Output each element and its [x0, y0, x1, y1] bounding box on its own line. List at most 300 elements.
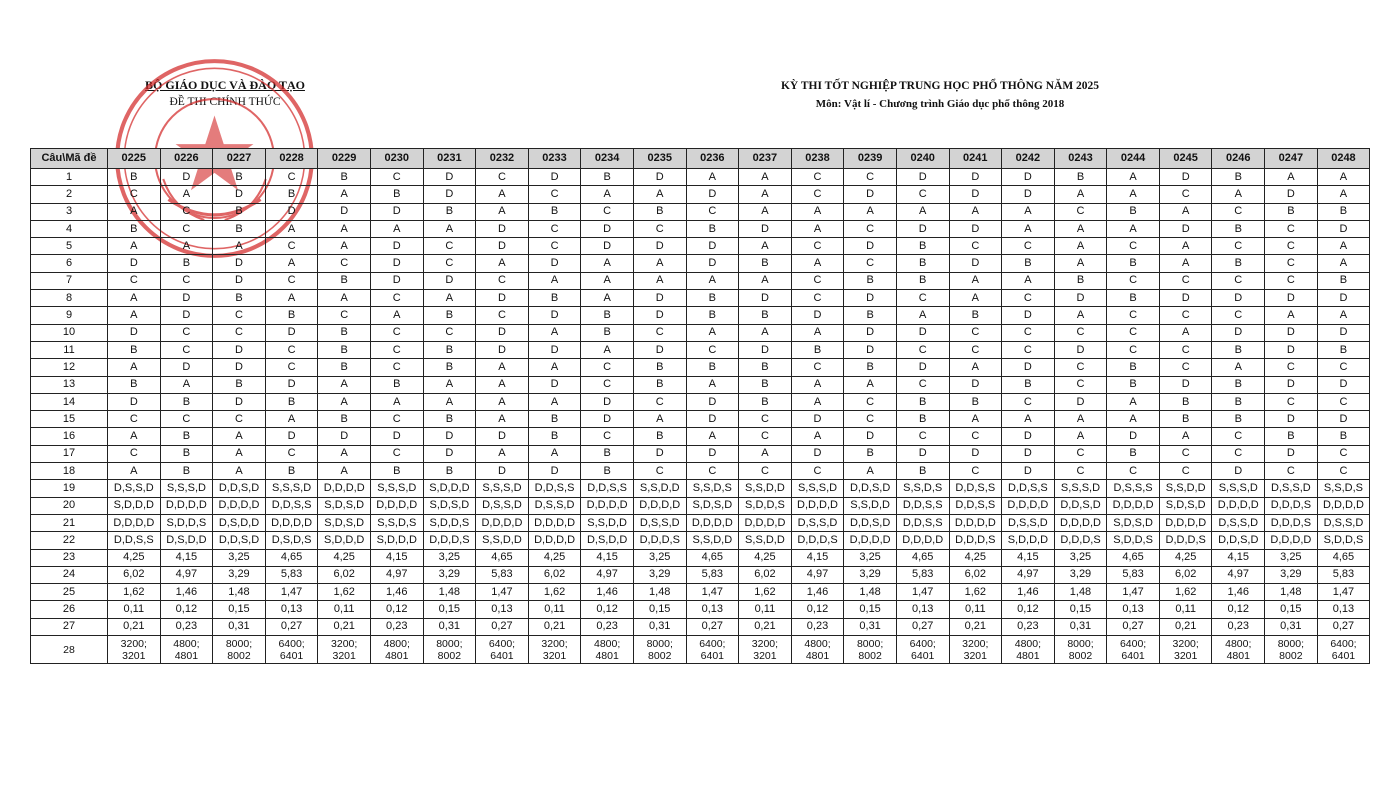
answer-cell: S,S,D,D	[1159, 480, 1212, 497]
answer-cell: 3200; 3201	[739, 636, 792, 664]
answer-cell: A	[1212, 186, 1265, 203]
answer-cell: 4800; 4801	[581, 636, 634, 664]
answer-cell: A	[581, 290, 634, 307]
question-number: 7	[31, 272, 108, 289]
answer-cell: C	[896, 186, 949, 203]
ministry-name: BỘ GIÁO DỤC VÀ ĐÀO TẠO	[145, 78, 305, 92]
answer-cell: B	[633, 376, 686, 393]
answer-cell: A	[1159, 238, 1212, 255]
answer-cell: C	[949, 463, 1002, 480]
exam-code-header: 0244	[1107, 149, 1160, 169]
answer-cell: C	[844, 169, 897, 186]
answer-cell: C	[633, 220, 686, 237]
question-number: 6	[31, 255, 108, 272]
answer-cell: 4800; 4801	[1212, 636, 1265, 664]
answer-cell: B	[213, 376, 266, 393]
answer-cell: 0,23	[1212, 618, 1265, 635]
answer-cell: C	[476, 272, 529, 289]
answer-cell: B	[581, 169, 634, 186]
answer-cell: A	[791, 428, 844, 445]
answer-cell: B	[1265, 428, 1318, 445]
answer-cell: C	[686, 203, 739, 220]
answer-cell: C	[844, 220, 897, 237]
answer-cell: A	[1107, 393, 1160, 410]
answer-cell: S,D,D,D	[1002, 532, 1055, 549]
answer-cell: 0,23	[1002, 618, 1055, 635]
answer-cell: C	[370, 290, 423, 307]
answer-cell: 4,25	[528, 549, 581, 566]
answer-cell: 8000; 8002	[423, 636, 476, 664]
answer-cell: C	[1054, 463, 1107, 480]
answer-cell: 4,65	[686, 549, 739, 566]
answer-cell: D	[370, 203, 423, 220]
exam-code-header: 0240	[896, 149, 949, 169]
answer-cell: B	[1107, 255, 1160, 272]
answer-cell: 0,31	[1054, 618, 1107, 635]
answer-cell: B	[318, 341, 371, 358]
answer-cell: 0,11	[528, 601, 581, 618]
answer-cell: D	[423, 428, 476, 445]
answer-cell: A	[108, 238, 161, 255]
answer-cell: A	[686, 169, 739, 186]
answer-cell: 4,97	[160, 566, 213, 583]
answer-cell: B	[739, 359, 792, 376]
answer-cell: D,S,S,D	[476, 497, 529, 514]
answer-cell: D	[739, 290, 792, 307]
answer-cell: 0,15	[423, 601, 476, 618]
answer-cell: C	[949, 428, 1002, 445]
answer-cell: D,D,S,D	[844, 514, 897, 531]
answer-cell: B	[739, 376, 792, 393]
answer-cell: 1,48	[423, 584, 476, 601]
answer-cell: A	[528, 324, 581, 341]
answer-cell: B	[1159, 411, 1212, 428]
answer-cell: C	[265, 169, 318, 186]
answer-cell: 3,25	[1265, 549, 1318, 566]
answer-cell: D,D,D,D	[476, 514, 529, 531]
table-row	[31, 497, 1370, 514]
answer-cell: D,D,D,D	[791, 497, 844, 514]
answer-cell: D,S,S,D	[1265, 480, 1318, 497]
answer-cell: S,D,D,D	[423, 480, 476, 497]
answer-cell: D	[476, 290, 529, 307]
answer-cell: D,S,D,D	[160, 532, 213, 549]
exam-code-header: 0248	[1317, 149, 1370, 169]
answer-cell: D	[1054, 290, 1107, 307]
answer-cell: D,D,D,D	[1265, 532, 1318, 549]
question-number: 17	[31, 445, 108, 462]
exam-code-header: 0234	[581, 149, 634, 169]
answer-cell: A	[686, 376, 739, 393]
answer-cell: A	[528, 445, 581, 462]
answer-cell: 0,15	[633, 601, 686, 618]
answer-cell: A	[1107, 411, 1160, 428]
answer-cell: C	[108, 411, 161, 428]
answer-cell: B	[160, 463, 213, 480]
answer-cell: D,D,D,D	[1212, 497, 1265, 514]
answer-cell: A	[318, 393, 371, 410]
answer-cell: C	[318, 255, 371, 272]
answer-cell: A	[476, 186, 529, 203]
answer-cell: B	[1317, 203, 1370, 220]
answer-cell: D	[1317, 324, 1370, 341]
answer-cell: B	[213, 169, 266, 186]
answer-cell: C	[633, 393, 686, 410]
answer-cell: 0,15	[213, 601, 266, 618]
answer-cell: D	[476, 238, 529, 255]
answer-cell: D	[265, 203, 318, 220]
answer-cell: A	[1054, 255, 1107, 272]
answer-cell: S,S,D,D	[476, 532, 529, 549]
answer-cell: A	[528, 272, 581, 289]
answer-cell: 3,29	[633, 566, 686, 583]
answer-cell: D	[1159, 376, 1212, 393]
answer-cell: 1,47	[896, 584, 949, 601]
answer-cell: 5,83	[1317, 566, 1370, 583]
answer-cell: C	[1265, 463, 1318, 480]
answer-cell: B	[896, 238, 949, 255]
answer-cell: D	[318, 428, 371, 445]
answer-cell: A	[739, 203, 792, 220]
answer-cell: B	[739, 393, 792, 410]
answer-cell: 4,97	[370, 566, 423, 583]
answer-cell: A	[896, 307, 949, 324]
answer-cell: D	[423, 445, 476, 462]
answer-cell: 3,29	[844, 566, 897, 583]
answer-cell: A	[791, 376, 844, 393]
answer-cell: S,D,D,D	[108, 497, 161, 514]
answer-cell: C	[791, 186, 844, 203]
answer-cell: D	[370, 272, 423, 289]
answer-cell: A	[1002, 411, 1055, 428]
answer-cell: B	[528, 203, 581, 220]
answer-key-table	[30, 148, 1370, 664]
answer-cell: D	[1002, 186, 1055, 203]
answer-cell: 4,65	[1107, 549, 1160, 566]
answer-cell: D	[949, 220, 1002, 237]
answer-cell: 0,21	[739, 618, 792, 635]
answer-cell: D,D,D,D	[160, 497, 213, 514]
answer-cell: D	[791, 307, 844, 324]
answer-cell: 5,83	[265, 566, 318, 583]
answer-cell: B	[686, 307, 739, 324]
answer-cell: A	[108, 203, 161, 220]
table-row	[31, 601, 1370, 618]
answer-cell: C	[1212, 272, 1265, 289]
answer-cell: A	[318, 376, 371, 393]
answer-cell: D,D,D,D	[265, 514, 318, 531]
answer-cell: 6400; 6401	[476, 636, 529, 664]
answer-cell: A	[791, 203, 844, 220]
answer-cell: 1,62	[108, 584, 161, 601]
answer-cell: B	[1212, 220, 1265, 237]
answer-cell: S,S,D,D	[739, 480, 792, 497]
answer-cell: C	[423, 255, 476, 272]
answer-cell: S,D,S,D	[318, 497, 371, 514]
answer-cell: B	[528, 290, 581, 307]
answer-cell: B	[1265, 203, 1318, 220]
answer-cell: S,D,S,D	[1107, 514, 1160, 531]
table-row	[31, 618, 1370, 635]
answer-cell: A	[1054, 411, 1107, 428]
answer-cell: A	[528, 359, 581, 376]
answer-cell: 0,11	[949, 601, 1002, 618]
answer-cell: C	[1212, 238, 1265, 255]
answer-cell: D,D,D,D	[949, 514, 1002, 531]
answer-cell: A	[1054, 307, 1107, 324]
answer-cell: 0,12	[791, 601, 844, 618]
answer-cell: B	[739, 255, 792, 272]
answer-cell: B	[423, 341, 476, 358]
answer-cell: 0,21	[949, 618, 1002, 635]
answer-cell: A	[108, 307, 161, 324]
answer-cell: S,D,S,D	[318, 514, 371, 531]
answer-cell: D,S,S,D	[528, 497, 581, 514]
answer-cell: 8000; 8002	[1054, 636, 1107, 664]
answer-cell: 6400; 6401	[265, 636, 318, 664]
answer-cell: B	[686, 220, 739, 237]
answer-cell: C	[1002, 324, 1055, 341]
answer-cell: C	[1107, 272, 1160, 289]
answer-cell: D,D,D,D	[1107, 497, 1160, 514]
answer-cell: D,D,D,D	[1317, 497, 1370, 514]
answer-cell: D,D,D,S	[633, 532, 686, 549]
answer-cell: D	[844, 186, 897, 203]
table-row	[31, 445, 1370, 462]
answer-cell: 0,11	[739, 601, 792, 618]
answer-cell: D	[1317, 290, 1370, 307]
answer-cell: A	[318, 238, 371, 255]
answer-cell: B	[423, 307, 476, 324]
answer-cell: D	[476, 428, 529, 445]
answer-cell: C	[476, 169, 529, 186]
question-number: 3	[31, 203, 108, 220]
answer-cell: A	[739, 186, 792, 203]
question-number: 27	[31, 618, 108, 635]
answer-cell: A	[265, 290, 318, 307]
answer-cell: A	[370, 220, 423, 237]
answer-cell: A	[791, 220, 844, 237]
question-number: 2	[31, 186, 108, 203]
answer-cell: 4,25	[1159, 549, 1212, 566]
exam-code-header: 0230	[370, 149, 423, 169]
answer-cell: C	[1002, 341, 1055, 358]
answer-cell: D	[1265, 290, 1318, 307]
exam-code-header: 0247	[1265, 149, 1318, 169]
answer-cell: C	[108, 445, 161, 462]
answer-cell: A	[739, 238, 792, 255]
answer-cell: D	[633, 307, 686, 324]
answer-cell: D	[370, 428, 423, 445]
answer-cell: S,S,S,D	[370, 480, 423, 497]
exam-code-header: 0243	[1054, 149, 1107, 169]
answer-cell: A	[318, 220, 371, 237]
answer-cell: S,S,S,D	[476, 480, 529, 497]
answer-cell: D,D,D,S	[1159, 532, 1212, 549]
answer-cell: C	[1054, 203, 1107, 220]
answer-cell: 0,27	[265, 618, 318, 635]
answer-cell: C	[791, 290, 844, 307]
answer-cell: B	[1317, 272, 1370, 289]
exam-code-header: 0231	[423, 149, 476, 169]
exam-code-header: 0242	[1002, 149, 1055, 169]
exam-code-header: 0226	[160, 149, 213, 169]
answer-cell: D,S,S,D	[1317, 514, 1370, 531]
answer-cell: 0,13	[896, 601, 949, 618]
answer-cell: D	[1317, 220, 1370, 237]
answer-cell: B	[1107, 203, 1160, 220]
answer-cell: 1,47	[1107, 584, 1160, 601]
answer-cell: B	[581, 463, 634, 480]
answer-cell: S,D,D,S	[1107, 532, 1160, 549]
answer-cell: D	[213, 272, 266, 289]
exam-code-header: 0235	[633, 149, 686, 169]
answer-cell: D	[739, 220, 792, 237]
answer-cell: D,D,S,D	[1212, 532, 1265, 549]
answer-cell: B	[423, 359, 476, 376]
answer-cell: A	[265, 220, 318, 237]
answer-cell: D,D,D,D	[370, 497, 423, 514]
answer-cell: A	[791, 255, 844, 272]
answer-cell: B	[633, 428, 686, 445]
answer-cell: S,D,D,S	[739, 497, 792, 514]
answer-cell: D	[213, 359, 266, 376]
answer-cell: A	[633, 411, 686, 428]
answer-cell: D,S,D,S	[265, 532, 318, 549]
answer-cell: 3200; 3201	[528, 636, 581, 664]
table-row	[31, 411, 1370, 428]
answer-cell: D	[265, 428, 318, 445]
answer-cell: C	[1265, 220, 1318, 237]
answer-cell: 0,31	[844, 618, 897, 635]
answer-cell: S,D,D,S	[1317, 532, 1370, 549]
answer-cell: D	[1265, 341, 1318, 358]
answer-cell: A	[1265, 169, 1318, 186]
answer-cell: C	[581, 428, 634, 445]
answer-cell: D	[213, 255, 266, 272]
answer-cell: 0,23	[791, 618, 844, 635]
question-number: 10	[31, 324, 108, 341]
table-row	[31, 307, 1370, 324]
answer-cell: D,D,D,D	[1159, 514, 1212, 531]
answer-cell: C	[213, 324, 266, 341]
answer-cell: D	[160, 307, 213, 324]
answer-cell: A	[739, 169, 792, 186]
answer-cell: D	[581, 393, 634, 410]
answer-cell: 3200; 3201	[949, 636, 1002, 664]
answer-cell: A	[1317, 186, 1370, 203]
answer-cell: 0,27	[896, 618, 949, 635]
answer-cell: C	[160, 220, 213, 237]
answer-cell: C	[1054, 324, 1107, 341]
answer-cell: A	[581, 341, 634, 358]
answer-cell: C	[108, 272, 161, 289]
answer-cell: B	[213, 290, 266, 307]
answer-cell: A	[108, 359, 161, 376]
answer-cell: C	[633, 324, 686, 341]
answer-cell: B	[844, 359, 897, 376]
answer-cell: 5,83	[686, 566, 739, 583]
answer-cell: A	[844, 463, 897, 480]
answer-cell: A	[581, 255, 634, 272]
exam-code-header: 0239	[844, 149, 897, 169]
answer-cell: D,D,D,S	[1265, 497, 1318, 514]
answer-cell: 6,02	[318, 566, 371, 583]
answer-cell: B	[1317, 341, 1370, 358]
question-number: 24	[31, 566, 108, 583]
answer-cell: B	[1107, 359, 1160, 376]
answer-cell: 1,46	[1002, 584, 1055, 601]
answer-cell: B	[423, 463, 476, 480]
answer-cell: A	[213, 445, 266, 462]
answer-cell: C	[1317, 463, 1370, 480]
answer-cell: D	[213, 393, 266, 410]
answer-cell: C	[1002, 393, 1055, 410]
answer-cell: D,D,S,S	[528, 480, 581, 497]
answer-cell: A	[896, 203, 949, 220]
answer-cell: B	[108, 169, 161, 186]
answer-cell: D	[213, 186, 266, 203]
answer-cell: D	[633, 238, 686, 255]
answer-cell: 0,21	[1159, 618, 1212, 635]
exam-status: ĐỀ THI CHÍNH THỨC	[169, 96, 281, 108]
answer-cell: A	[318, 290, 371, 307]
answer-cell: D,D,D,S	[1054, 532, 1107, 549]
answer-cell: 4,25	[108, 549, 161, 566]
answer-cell: D,S,S,D	[1212, 514, 1265, 531]
table-row	[31, 220, 1370, 237]
answer-cell: 0,31	[1265, 618, 1318, 635]
answer-cell: D,D,D,D	[528, 532, 581, 549]
answer-cell: A	[1317, 255, 1370, 272]
answer-cell: 3200; 3201	[1159, 636, 1212, 664]
answer-cell: S,S,D,S	[370, 514, 423, 531]
answer-cell: C	[213, 307, 266, 324]
answer-cell: C	[581, 359, 634, 376]
answer-cell: C	[265, 341, 318, 358]
answer-cell: C	[1159, 186, 1212, 203]
answer-cell: C	[1212, 203, 1265, 220]
answer-cell: 4800; 4801	[370, 636, 423, 664]
question-number: 28	[31, 636, 108, 664]
answer-cell: 0,15	[1054, 601, 1107, 618]
answer-cell: 4,65	[476, 549, 529, 566]
answer-cell: D	[1212, 324, 1265, 341]
answer-cell: D,D,D,D	[1054, 514, 1107, 531]
answer-cell: D	[844, 238, 897, 255]
question-number: 5	[31, 238, 108, 255]
answer-cell: D,D,S,S	[1002, 480, 1055, 497]
answer-cell: D,D,S,S	[949, 480, 1002, 497]
answer-cell: S,D,D,D	[318, 532, 371, 549]
answer-cell: A	[1317, 307, 1370, 324]
answer-cell: D	[1265, 186, 1318, 203]
answer-cell: 3,29	[1054, 566, 1107, 583]
answer-cell: C	[528, 186, 581, 203]
answer-cell: B	[318, 411, 371, 428]
answer-cell: D	[370, 238, 423, 255]
exam-code-header: 0237	[739, 149, 792, 169]
answer-cell: 4,65	[265, 549, 318, 566]
answer-cell: 1,47	[265, 584, 318, 601]
answer-cell: 0,21	[528, 618, 581, 635]
answer-cell: C	[1054, 376, 1107, 393]
answer-cell: 6400; 6401	[686, 636, 739, 664]
answer-cell: 6,02	[108, 566, 161, 583]
table-row	[31, 169, 1370, 186]
answer-cell: A	[1159, 255, 1212, 272]
answer-cell: 0,11	[1159, 601, 1212, 618]
